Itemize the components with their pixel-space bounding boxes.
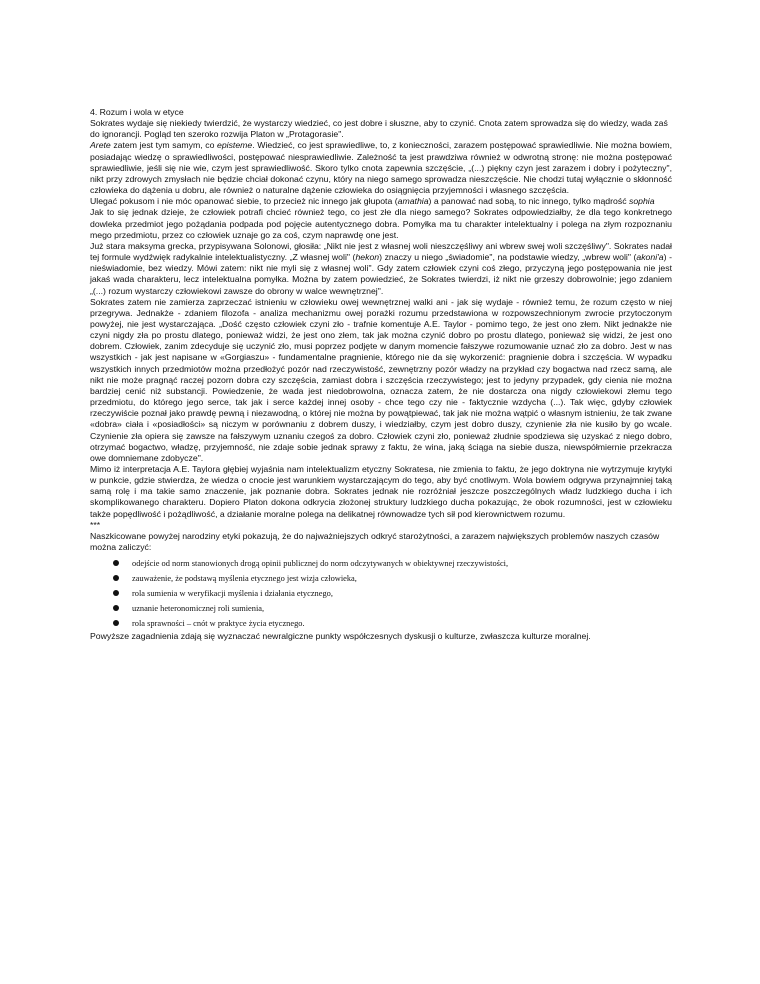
paragraph-5: Już stara maksyma grecka, przypisywana Solonowi, głosiła: „Nikt nie jest z własnej woli nieszczęśliwy ani wbrew swej woli szczęśliwy". Sokrates nadał tej formule wydźwięk radykalnie intelektualistyczny. „Z własnej woli" (hekon) znaczy u niego „świadomie", na podstawie wiedzy, „wbrew woli" (akoni'a) - nieświadomie, bez wiedzy. Mówi zatem: nikt nie myli się z własnej woli". Gdy zatem człowiek czyni coś złego, przyczyną jego postępowania nie jest jakaś wada charakteru, lecz intelektualna pomyłka. Można by zatem powiedzieć, że Sokrates twierdzi, iż nikt nie grzeszy dobrowolnie; jego zdaniem „(...) rozum wystarczy człowiekowi zawsze do obrony w walce wewnętrznej". xyxy=(90,240,673,296)
paragraph-1: Sokrates wydaje się niekiedy twierdzić, że wystarczy wiedzieć, co jest dobre i słuszne, aby to czynić. Cnota zatem sprowadza się do wiedzy, wada zaś do ignorancji. Pogląd ten szeroko rozwija Platon w „Protagorasie". xyxy=(90,118,668,140)
bullet-icon xyxy=(113,575,119,581)
term-episteme: episteme xyxy=(216,140,253,151)
term-arete: Arete xyxy=(90,140,111,151)
list-item: rola sprawności – cnót w praktyce życia etycznego. xyxy=(90,616,672,631)
bullet-list xyxy=(90,556,672,631)
document-page xyxy=(90,107,672,642)
term-akonia: akoni'a xyxy=(636,252,664,263)
paragraph-3: Ulegać pokusom i nie móc opanować siebie, to przecież nic innego jak głupota (amathia) a panować nad sobą, to nic innego, tylko mądrość sophia xyxy=(90,196,655,207)
list-item: uznanie heteronomicznej roli sumienia, xyxy=(90,601,672,616)
bullet-icon xyxy=(113,560,119,566)
bullet-icon xyxy=(113,620,119,626)
paragraph-2: Arete zatem jest tym samym, co episteme. Wiedzieć, co jest sprawiedliwe, to, z konieczności, zarazem postępować sprawiedliwie. Nie można bowiem, posiadając wiedzę o sprawiedliwości, postępować niesprawiedliwie. Zależność ta jest prawdziwa również w odwrotną stronę: nie można postępować sprawiedliwie, jeśli się nie wie, czym jest sprawiedliwość. Skoro tylko cnota zapewnia szczęście, „(...) piękny czyn jest zarazem i dobry i pożyteczny", nikt przy zdrowych zmysłach nie będzie chciał dokonać czynu, który na niego samego sprowadza nieszczęście. Nie chodzi tutaj wyłącznie o skłonność człowieka do dążenia u dobru, ale również o naturalne dążenie człowieka do osiągnięcia przyjemności i własnego szczęścia. xyxy=(90,140,673,196)
list-item: rola sumienia w weryfikacji myślenia i działania etycznego, xyxy=(90,586,672,601)
paragraph-8: Naszkicowane powyżej narodziny etyki pokazują, że do najważniejszych odkryć starożytności, a zarazem największych problemów naszych czasów można zaliczyć: xyxy=(90,530,660,553)
term-hekon: hekon xyxy=(355,252,380,263)
paragraph-6: Sokrates zatem nie zamierza zaprzeczać istnieniu w człowieku owej wewnętrznej walki ani - jak się wydaje - również temu, że rozum często w niej przegrywa. Jednakże - zdaniem filozofa - analiza mechanizmu owej porażki rozumu przedstawiona w rozpowszechnionym zwrocie przytoczonym powyżej, nie jest wystarczająca. „Dość często człowiek czyni zło - trafnie komentuje A.E. Taylor - pomimo tego, że jest ono złem. Nikt jednakże nie czyni nigdy zła po prostu dlatego, ponieważ widzi, że jest ono złem, tak jak można czynić dobro po prostu dlatego, ponieważ się widzi, że jest ono dobrem. Człowiek, zanim zdecyduje się uczynić zło, musi poprzez podjęte w danym momencie fałszywe rozumowanie uznać zło za dobro. Jest w nas wszystkich - jak jest napisane w «Gorgiaszu» - fundamentalne pragnienie, którego nie da się wykorzenić: pragnienie dobra i szczęścia. W wypadku wszystkich innych przedmiotów można przedłożyć pozór nad rzeczywistość, zewnętrzny pozór władzy na przykład czy bogactwa nad rzecz samą, ale nikt nie może pragnąć raczej pozorn dobra czy szczęścia, zamiast dobra i szczęścia rzeczywistego; jest to jedyny przypadek, gdy cienia nie można bardziej cenić niż substancji. Powiedzenie, że wada jest niedobrowolna, oznacza zatem, że nie dostarcza ona nigdy człowiekowi złemu tego przedmiotu, do którego jego serce, tak jak i serce każdej innej osoby - chce tego czy nie - faktycznie wzdycha (...). Tak więc, gdyby człowiek rzeczywiście poznał jako prawdę pewną i niezawodną, o której nie można by powątpiewać, tak jak nie można wątpić o własnym istnieniu, że tak zwane «dobra» ciała i «posiadłości» są niczym w porównaniu z dobrem duszy, i wiedziałby, czym jest dobro duszy, czynienie zła nie kusiło by go wcale. Czynienie zła opiera się zawsze na fałszywym uznaniu czegoś za dobro. Człowiek czyni zło, ponieważ złudnie spodziewa się uzyskać z niego dobro, otrzymać bogactwo, władzę, przyjemność, nie zdaje sobie jednak sprawy z faktu, że wina, jaką ściąga na siebie dusza, niewspółmiernie przekracza owe domniemane zdobycze". xyxy=(90,296,672,463)
paragraph-9: Powyższe zagadnienia zdają się wyznaczać newralgiczne punkty współczesnych dyskusji o kulturze, zwłaszcza kulturze moralnej. xyxy=(90,631,591,642)
bullet-icon xyxy=(113,605,119,611)
paragraph-4: Jak to się jednak dzieje, że człowiek potrafi chcieć również tego, co jest złe dla niego samego? Sokrates odpowiedziałby, że dla tego konkretnego dowleka przedmiot jego pożądania podpada pod pojęcie autentycznego dobra. Pomyłka ma tu charakter intelektualny i polega na złym rozpoznaniu mego przedmiotu, przez co człowiek uznaje go za coś, czym naprawdę one jest. xyxy=(90,207,672,240)
paragraph-7: Mimo iż interpretacja A.E. Taylora głębiej wyjaśnia nam intelektualizm etyczny Sokratesa, nie zmienia to faktu, że jego doktryna nie wytrzymuje krytyki w punkcie, gdzie stwierdza, że wiedza o cnocie jest warunkiem wystarczającym do tego, aby być cnotliwym. Wola bowiem odgrywa przynajmniej taką samą rolę i ma takie samo znaczenie, jak poznanie dobra. Sokrates jednak nie rozróżniał jeszcze poszczególnych władz ludzkiego ducha i ich skomplikowanego charakteru. Dopiero Platon dokona odkrycia złożonej struktury ludzkiego ducha pokazując, że obok rozumności, jest w człowieku także popędliwość i pożądliwość, a działanie moralne polega na delikatnej równowadze tych sił pod kierownictwem rozumu. xyxy=(90,464,672,519)
list-item: odejście od norm stanowionych drogą opinii publicznej do norm odczytywanych w obiektywnej rzeczywistości, xyxy=(90,556,672,571)
separator: *** xyxy=(90,519,101,530)
term-amathia: amathia xyxy=(397,196,429,207)
section-heading: 4. Rozum i wola w etyce xyxy=(90,107,184,117)
term-sophia: sophia xyxy=(628,196,655,207)
bullet-icon xyxy=(113,590,119,596)
list-item: zauważenie, że podstawą myślenia etycznego jest wizja człowieka, xyxy=(90,571,672,586)
